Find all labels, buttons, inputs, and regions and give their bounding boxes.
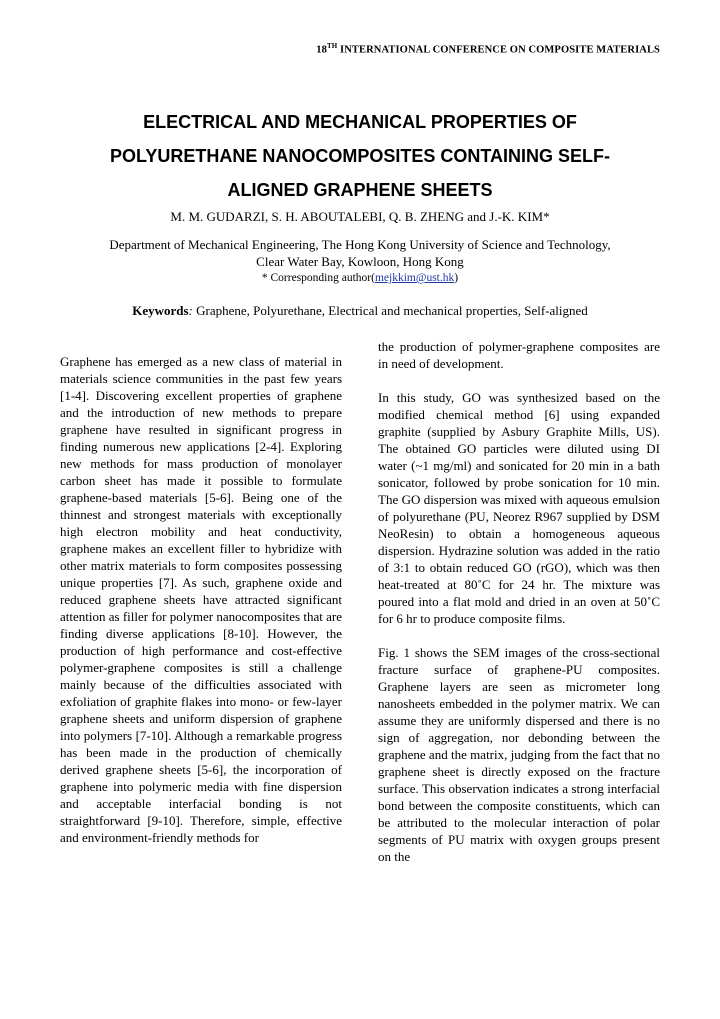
email-link[interactable]: mejkkim@ust.hk [374,272,455,284]
corresponding-author [40,270,680,287]
keywords-separator: : [188,303,197,318]
right-paragraph-2: In this study, GO was synthesized based on the modified chemical method [6] using expanded graphite (supplied by Asbury Graphite Mills, US). The obtained GO particles were diluted using DI water (~1 mg/ml) and sonicated for 20 min in a bath sonicator, followed by probe sonication for 10 min. The GO dispersion was mixed with aqueous emulsion of polyurethane (PU, Neorez R967 supplied by DSM NeoResin) to obtain a homogeneous aqueous dispersion. Hydrazine solution was added in the ratio of 3:1 to obtain reduced GO (rGO), which was then heat-treated at 80˚C for 24 hr. The mixture was poured into a flat mold and dried in an oven at 50˚C for 6 hr to produce composite films. [378,390,660,626]
title-line-1: ELECTRICAL AND MECHANICAL PROPERTIES OF [143,112,577,132]
conference-header [316,42,660,56]
left-paragraph-1: Graphene has emerged as a new class of material in materials science communities in the past few years [1-4]. Discovering excellent properties of graphene and the introduction of new methods to prepare graphene have resulted in significant progress in finding numerous new applications [2-4]. Exploring new methods for mass production of monolayer carbon sheet has made it possible to formulate graphene-based materials [5-6]. Being one of the thinnest and strongest materials with exceptionally high electron mobility and heat conductivity, graphene makes an excellent filler to hybridize with other matrix materials to form composites possessing unique properties [7]. As such, graphene oxide and reduced graphene sheets have attracted significant attention as filler for polymer nanocomposites that are finding diverse applications [8-10]. However, the production of high performance and cost-effective polymer-graphene composites is still a challenge mainly because of the difficulties associated with exfoliation of graphite flakes into mono- or few-layer graphene sheets and uniform dispersion of graphene into polymers [7-10]. Although a remarkable progress has been made in the production of chemically derived graphene sheets [5-6], the incorporation of graphene into polymeric media with fine dispersion and acceptable interfacial bonding is not straightforward [9-10]. Therefore, simple, effective and environment-friendly methods for [60,354,342,845]
affiliation-line-2: Clear Water Bay, Kowloon, Hong Kong [256,254,464,269]
header-superscript: TH [327,42,338,50]
corresponding-prefix: * Corresponding author( [261,272,375,284]
corresponding-suffix: ) [454,272,459,284]
affiliation-line-1: Department of Mechanical Engineering, The Hong Kong University of Science and Technology, [109,237,611,252]
keywords-label: Keywords [132,303,189,318]
header-text: INTERNATIONAL CONFERENCE ON COMPOSITE MATERIALS [337,44,660,56]
keywords-text: Graphene, Polyurethane, Electrical and mechanical properties, Self-aligned [196,303,588,318]
title-line-3: ALIGNED GRAPHENE SHEETS [227,180,493,200]
keywords [60,303,660,319]
author-list: M. M. GUDARZI, S. H. ABOUTALEBI, Q. B. ZHENG and J.-K. KIM* [170,209,550,224]
affiliation [40,236,680,287]
paper-title [60,105,660,207]
left-column [60,353,342,863]
header-number: 18 [316,44,327,56]
right-paragraph-1: the production of polymer-graphene composites are in need of development. [378,339,660,371]
right-column [378,338,660,882]
right-paragraph-3: Fig. 1 shows the SEM images of the cross-sectional fracture surface of graphene-PU composites. Graphene layers are seen as micrometer long nanosheets embedded in the polymer matrix. We can assume they are uniformly dispersed and there is no sign of aggregation, nor debonding between the graphene and the matrix, judging from the fact that no graphene sheet is directly exposed on the fracture surface. This observation indicates a strong interfacial bond between the composite constituents, which can be attributed to the molecular interaction of polar segments of PU matrix with oxygen groups present on the [378,645,660,864]
title-line-2: POLYURETHANE NANOCOMPOSITES CONTAINING SELF- [109,146,611,166]
